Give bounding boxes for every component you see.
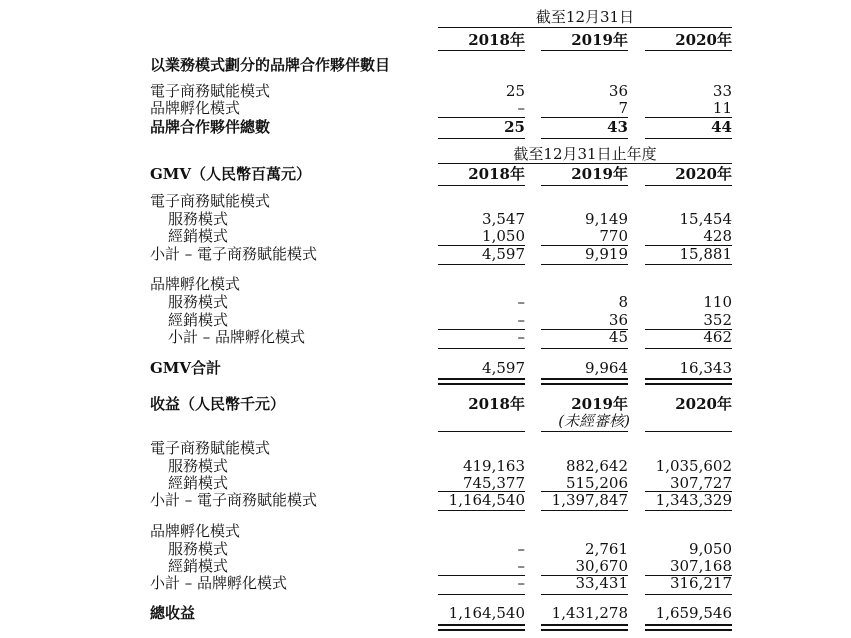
row-label: 經銷模式 [168, 557, 229, 575]
cell: – [517, 293, 525, 311]
rev-total-double-2 [541, 624, 628, 631]
year-2020: 2020年 [675, 165, 732, 183]
partners-bottom-3 [645, 138, 732, 139]
row-label: 小計 – 電子商務賦能模式 [150, 491, 318, 509]
year-2019: 2019年 [571, 165, 628, 183]
mid-rule [438, 163, 732, 164]
gmv-bi-bottom-1 [438, 348, 525, 349]
cell: – [517, 574, 525, 592]
table-row [0, 227, 851, 245]
cell: 882,642 [565, 457, 628, 475]
row-label: 服務模式 [168, 210, 229, 228]
table-row [0, 457, 851, 475]
rev-year-underline-3 [645, 431, 732, 432]
gmv-bi-heading-row [0, 275, 851, 293]
cell: 9,964 [585, 359, 628, 377]
rev-year-underline-1 [438, 431, 525, 432]
cell: 316,217 [669, 574, 732, 592]
gmv-ec-bottom-3 [645, 264, 732, 265]
cell: 462 [703, 328, 732, 346]
cell: 9,050 [689, 540, 732, 558]
year-2019: 2019年 [571, 31, 628, 49]
table-row [0, 359, 851, 377]
unaudited-note: (未經審核) [558, 412, 630, 430]
gmv-ec-bottom-1 [438, 264, 525, 265]
rev-year-underline-2 [541, 431, 628, 432]
year-2018: 2018年 [468, 165, 525, 183]
row-label: 電子商務賦能模式 [150, 82, 271, 100]
table-row [0, 540, 851, 558]
year-2020: 2020年 [675, 395, 732, 413]
cell: 1,035,602 [655, 457, 732, 475]
rev-bi-heading-row [0, 522, 851, 540]
cell: 2,761 [585, 540, 628, 558]
cell: 9,149 [585, 210, 628, 228]
cell: 33,431 [575, 574, 628, 592]
rev-bi-bottom-1 [438, 594, 525, 595]
rev-total-double-1 [438, 624, 525, 631]
cell: 25 [504, 118, 525, 136]
year-underline-1 [438, 50, 525, 51]
cell: – [517, 311, 525, 329]
rev-ec-bottom-1 [438, 510, 525, 511]
partners-bottom-1 [438, 138, 525, 139]
cell: 428 [703, 227, 732, 245]
cell: 4,597 [482, 359, 525, 377]
row-label: 小計 – 品牌孵化模式 [150, 574, 288, 592]
partners-bottom-2 [541, 138, 628, 139]
rev-total-double-3 [645, 624, 732, 631]
section-heading: 品牌孵化模式 [150, 522, 241, 540]
unaudited-row [0, 412, 851, 430]
rev-bi-bottom-3 [645, 594, 732, 595]
cell: 1,164,540 [448, 604, 525, 622]
partners-title-row [0, 56, 851, 74]
cell: 15,881 [679, 245, 732, 263]
cell: 307,727 [669, 474, 732, 492]
cell: 30,670 [575, 557, 628, 575]
gmv-year-underline-2 [541, 185, 628, 186]
section-heading: 品牌孵化模式 [150, 275, 241, 293]
gmv-bi-bottom-2 [541, 348, 628, 349]
cell: – [517, 540, 525, 558]
cell: 43 [607, 118, 628, 136]
cell: 33 [712, 82, 732, 100]
row-label: 總收益 [150, 604, 196, 622]
cell: 8 [618, 293, 628, 311]
cell: 352 [703, 311, 732, 329]
gmv-total-double-1 [438, 378, 525, 385]
cell: 25 [505, 82, 525, 100]
cell: 45 [608, 328, 628, 346]
gmv-year-underline-3 [645, 185, 732, 186]
cell: 36 [608, 311, 628, 329]
table-row [0, 328, 851, 346]
row-label: 經銷模式 [168, 311, 229, 329]
table-row [0, 574, 851, 592]
year-2018: 2018年 [468, 31, 525, 49]
table-row [0, 604, 851, 622]
cell: 9,919 [585, 245, 628, 263]
cell: 419,163 [462, 457, 525, 475]
row-label: 品牌合作夥伴總數 [150, 118, 271, 136]
cell: 1,659,546 [655, 604, 732, 622]
cell: 110 [703, 293, 732, 311]
cell: 745,377 [462, 474, 525, 492]
year-2019: 2019年 [571, 395, 628, 413]
table-row [0, 82, 851, 100]
table-row [0, 311, 851, 329]
year-underline-2 [541, 50, 628, 51]
cell: 3,547 [482, 210, 525, 228]
gmv-header-row [0, 165, 851, 183]
cell: 44 [711, 118, 732, 136]
cell: 7 [618, 99, 628, 117]
cell: 15,454 [679, 210, 732, 228]
year-2018: 2018年 [468, 395, 525, 413]
revenue-title: 收益（人民幣千元） [150, 395, 286, 413]
gmv-total-double-2 [541, 378, 628, 385]
table-row [0, 210, 851, 228]
row-label: 經銷模式 [168, 227, 229, 245]
header-rule [438, 27, 732, 28]
table-row [0, 245, 851, 263]
cell: 307,168 [669, 557, 732, 575]
top-caption: 截至12月31日 [535, 8, 635, 26]
gmv-bi-bottom-3 [645, 348, 732, 349]
mid-caption: 截至12月31日止年度 [513, 145, 657, 163]
gmv-ec-heading-row [0, 192, 851, 210]
cell: 770 [599, 227, 628, 245]
rev-ec-bottom-2 [541, 510, 628, 511]
cell: 11 [712, 99, 732, 117]
rev-ec-bottom-3 [645, 510, 732, 511]
cell: 1,397,847 [551, 491, 628, 509]
gmv-title: GMV（人民幣百萬元） [150, 165, 312, 183]
section-heading: 電子商務賦能模式 [150, 192, 271, 210]
table-row [0, 491, 851, 509]
cell: – [517, 557, 525, 575]
year-2020: 2020年 [675, 31, 732, 49]
year-underline-3 [645, 50, 732, 51]
row-label: 服務模式 [168, 457, 229, 475]
revenue-header-row [0, 395, 851, 413]
cell: 16,343 [679, 359, 732, 377]
row-label: 服務模式 [168, 293, 229, 311]
table-row [0, 293, 851, 311]
row-label: 服務模式 [168, 540, 229, 558]
section-heading: 電子商務賦能模式 [150, 439, 271, 457]
table-row [0, 557, 851, 575]
row-label: GMV合計 [150, 359, 222, 377]
cell: – [517, 99, 525, 117]
cell: 4,597 [482, 245, 525, 263]
table-row [0, 99, 851, 117]
cell: 1,431,278 [551, 604, 628, 622]
cell: 36 [608, 82, 628, 100]
cell: – [517, 328, 525, 346]
cell: 1,164,540 [448, 491, 525, 509]
row-label: 小計 – 電子商務賦能模式 [150, 245, 318, 263]
table-row [0, 474, 851, 492]
gmv-year-underline-1 [438, 185, 525, 186]
gmv-ec-bottom-2 [541, 264, 628, 265]
gmv-total-double-3 [645, 378, 732, 385]
cell: 1,050 [482, 227, 525, 245]
partners-title: 以業務模式劃分的品牌合作夥伴數目 [150, 56, 391, 74]
table-row [0, 118, 851, 136]
year-header-row-1 [0, 31, 851, 49]
cell: 1,343,329 [655, 491, 732, 509]
row-label: 小計 – 品牌孵化模式 [168, 328, 306, 346]
rev-ec-heading-row [0, 439, 851, 457]
cell: 515,206 [565, 474, 628, 492]
rev-bi-bottom-2 [541, 594, 628, 595]
row-label: 品牌孵化模式 [150, 99, 241, 117]
row-label: 經銷模式 [168, 474, 229, 492]
